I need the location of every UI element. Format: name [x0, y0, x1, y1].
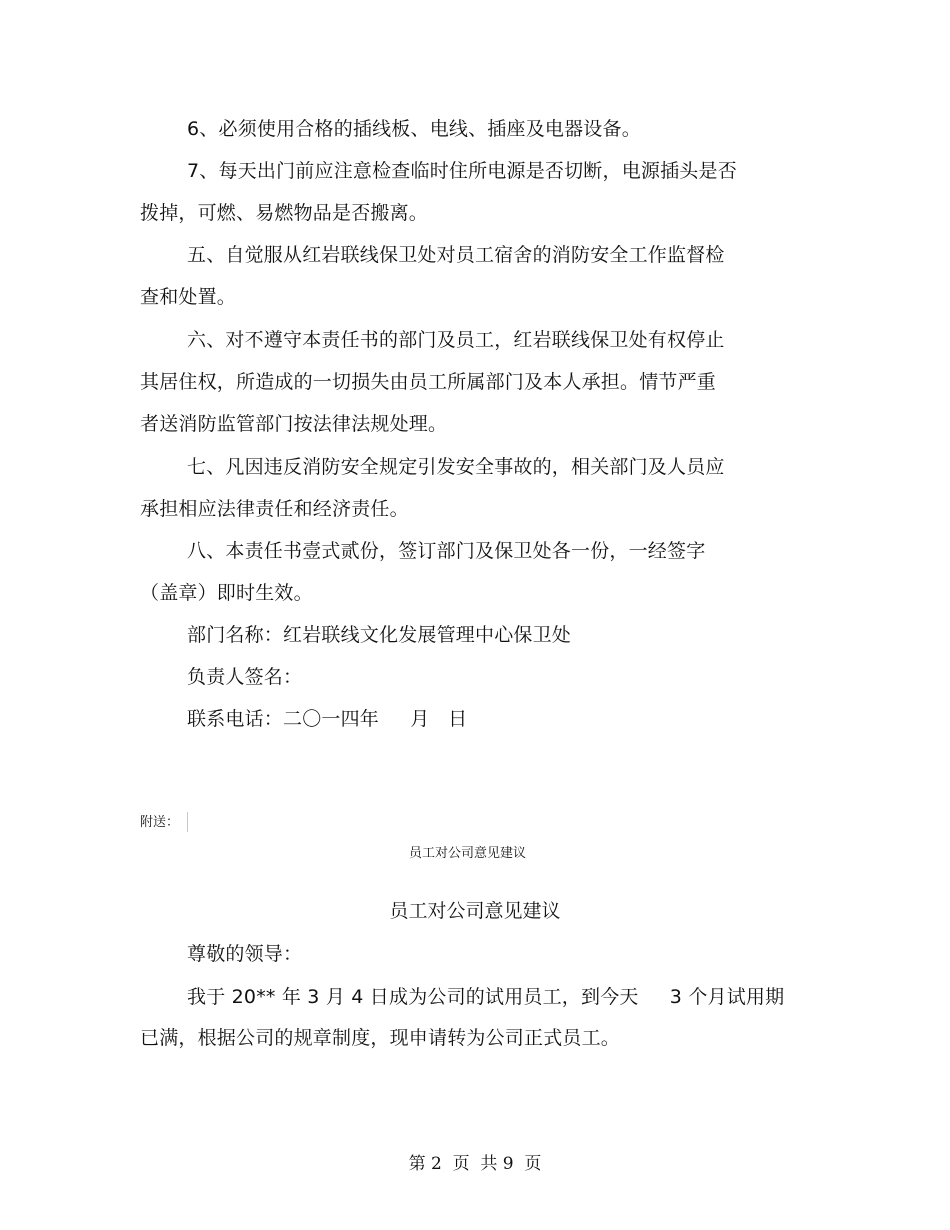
rule-item-6: 6、必须使用合格的插线板、电线、插座及电器设备。 [187, 118, 641, 140]
signer-label: 负责人签名： [187, 666, 303, 688]
clause-7: 七、凡因违反消防安全规定引发安全事故的，相关部门及人员应 [187, 456, 725, 478]
clause-5: 五、自觉服从红岩联线保卫处对员工宿舍的消防安全工作监督检 [187, 244, 725, 266]
body-paragraph-line-2: 已满，根据公司的规章制度，现申请转为公司正式员工。 [140, 1027, 621, 1049]
rule-item-7-cont: 拨掉，可燃、易燃物品是否搬离。 [140, 202, 429, 224]
body-paragraph-line-1: 我于 20** 年 3 月 4 日成为公司的试用员工，到今天 3 个月试用期 [187, 986, 785, 1008]
attachment-header: 员工对公司意见建议 [408, 846, 526, 861]
clause-7-cont: 承担相应法律责任和经济责任。 [140, 498, 409, 520]
rule-item-7: 7、每天出门前应注意检查临时住所电源是否切断，电源插头是否 [187, 160, 737, 182]
clause-6-cont-1: 其居住权，所造成的一切损失由员工所属部门及本人承担。情节严重 [140, 371, 717, 393]
clause-5-cont: 查和处置。 [140, 286, 237, 308]
clause-8-cont: （盖章）即时生效。 [140, 582, 313, 604]
clause-6: 六、对不遵守本责任书的部门及员工，红岩联线保卫处有权停止 [187, 329, 725, 351]
clause-8: 八、本责任书壹式贰份，签订部门及保卫处各一份，一经签字 [187, 540, 706, 562]
page-number: 第 2 页 共 9 页 [408, 1154, 542, 1174]
attachment-divider [187, 812, 188, 832]
document-title: 员工对公司意见建议 [389, 900, 561, 922]
contact-date: 联系电话：二〇一四年 月 日 [187, 708, 468, 730]
department-name: 部门名称：红岩联线文化发展管理中心保卫处 [187, 624, 572, 646]
clause-6-cont-2: 者送消防监管部门按法律法规处理。 [140, 413, 448, 435]
salutation: 尊敬的领导： [187, 943, 303, 965]
attachment-label: 附送： [140, 815, 180, 830]
